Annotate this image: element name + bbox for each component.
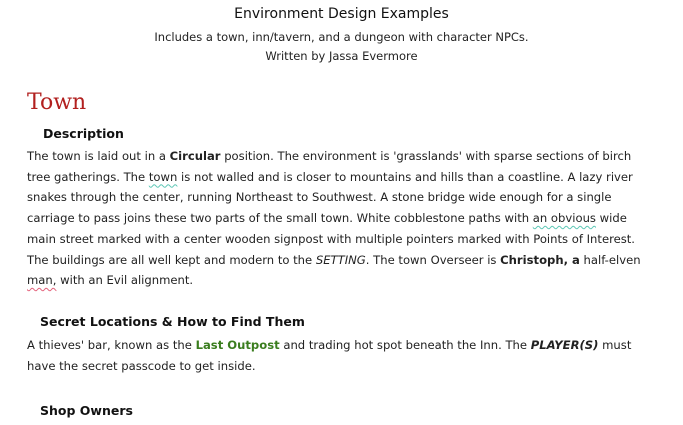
subheading-shop-owners: Shop Owners bbox=[40, 403, 133, 418]
text-run: half-elven bbox=[579, 252, 641, 267]
bold-text: Circular bbox=[169, 149, 221, 163]
grammar-flagged-phrase[interactable]: an obvious bbox=[532, 211, 596, 226]
paragraph-line bbox=[27, 335, 667, 356]
text-run: tree gatherings. The bbox=[27, 169, 149, 184]
subheading-description: Description bbox=[43, 126, 124, 141]
document-subtitle: Includes a town, inn/tavern, and a dungeon with character NPCs. bbox=[154, 30, 529, 44]
paragraph-line bbox=[27, 208, 667, 229]
section-heading-town: Town bbox=[27, 90, 87, 115]
paragraph-line: snakes through the center, running Northeast to Southwest. A stone bridge wide enough for a single bbox=[27, 190, 612, 205]
paragraph-line bbox=[27, 167, 667, 188]
text-run: and trading hot spot beneath the Inn. The bbox=[279, 338, 531, 352]
paragraph-line bbox=[27, 250, 667, 271]
document-title: Environment Design Examples bbox=[234, 6, 449, 22]
document-author: Written by Jassa Evermore bbox=[265, 49, 418, 63]
bold-text: Christoph, a bbox=[500, 252, 580, 267]
text-run: A thieves' bar, known as the bbox=[27, 338, 196, 352]
subheading-secret-locations: Secret Locations & How to Find Them bbox=[40, 314, 305, 329]
text-run: wide bbox=[595, 211, 627, 226]
secret-locations-paragraph[interactable] bbox=[27, 335, 667, 376]
text-run: The town is laid out in a bbox=[27, 149, 170, 163]
italic-text: SETTING bbox=[315, 252, 366, 267]
text-run: carriage to pass joins these two parts of the small town. White cobblestone paths with bbox=[27, 211, 533, 226]
text-run: The buildings are all well kept and modern to the bbox=[27, 252, 316, 267]
paragraph-line: have the secret passcode to get inside. bbox=[27, 358, 256, 373]
paragraph-line: main street marked with a center wooden signpost with multiple pointers marked with Points of Interest. bbox=[27, 231, 635, 246]
text-run: with an Evil alignment. bbox=[56, 273, 194, 288]
text-run: . The town Overseer is bbox=[365, 252, 501, 267]
text-run: position. The environment is 'grasslands' with sparse sections of birch bbox=[220, 149, 632, 163]
spelling-flagged-word[interactable]: man, bbox=[27, 273, 57, 288]
paragraph-line bbox=[27, 270, 667, 291]
bold-italic-text: PLAYER(S) bbox=[530, 338, 599, 352]
grammar-flagged-word[interactable]: town bbox=[148, 169, 178, 184]
text-run: must bbox=[598, 338, 632, 352]
description-paragraph[interactable] bbox=[27, 146, 667, 291]
paragraph-line bbox=[27, 146, 667, 167]
text-run: is not walled and is closer to mountains and hills than a coastline. A lazy river bbox=[177, 169, 633, 184]
highlighted-location-name: Last Outpost bbox=[195, 338, 280, 352]
